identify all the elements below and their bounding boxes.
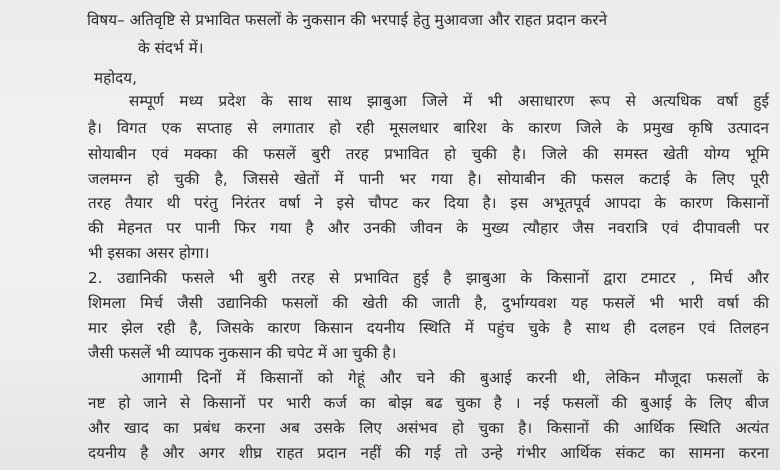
subject-line-continued: के संदर्भ में। bbox=[138, 39, 204, 57]
paragraph-1-line: जलमग्न हो चुकी है, जिससे खेतों में पानी भर गया है। सोयाबीन की फसल कटाई के लिए पूरी bbox=[88, 170, 769, 188]
paragraph-1-line: है। विगत एक सप्ताह से लगातार हो रही मूसलधार बारिश के कारण जिले के प्रमुख कृषि उत्पादन bbox=[88, 119, 769, 137]
paragraph-2-line: जैसी फसलें भी व्यापक नुकसान की चपेट में आ चुकी है। bbox=[88, 344, 397, 362]
paragraph-3-line: आगामी दिनों में किसानों को गेहूं और चने की बुआई करनी थी, लेकिन मौजूदा फसलों के bbox=[141, 369, 769, 387]
paragraph-1-line: तरह तैयार थी परंतु निरंतर वर्षा ने इसे चौपट कर दिया है। इस अभूतपूर्व आपदा के कारण किसानों bbox=[88, 194, 769, 212]
paragraph-2-line: 2. उद्यानिकी फसले भी बुरी तरह से प्रभावित हुई है झाबुआ के किसानों द्वारा टमाटर , मिर्च और bbox=[88, 269, 769, 287]
paragraph-1-line: की मेहनत पर पानी फिर गया है और उनकी जीवन के मुख्य त्यौहार जैस नवरात्रि एवं दीपावली पर bbox=[88, 219, 769, 237]
paragraph-3-line: और खाद का प्रबंध करना अब उसके लिए असंभव हो चुका है। किसानों की आर्थिक स्थिति अत्यंत bbox=[88, 419, 769, 437]
paragraph-1-line: सोयाबीन एवं मक्का की फसलें बुरी तरह प्रभावित हो चुकी है। जिले की समस्त खेती योग्य भूमि bbox=[88, 145, 769, 163]
salutation: महोदय, bbox=[94, 69, 138, 87]
subject-line: विषय– अतिवृष्टि से प्रभावित फसलों के नुकसान की भरपाई हेतु मुआवजा और राहत प्रदान करने bbox=[87, 11, 608, 29]
paragraph-3-line: दयनीय है और अगर शीघ्र राहत प्रदान नहीं की गई तो उन्हे गंभीर आर्थिक संकट का सामना करना bbox=[88, 444, 769, 462]
paragraph-1-line: सम्पूर्ण मध्य प्रदेश के साथ साथ झाबुआ जिले में भी असाधारण रूप से अत्यधिक वर्षा हुई bbox=[129, 92, 769, 110]
paragraph-3-line: नष्ट हो जाने से किसानों पर भारी कर्ज का बोझ बढ चुका है । नई फसलों की बुआई के लिए बीज bbox=[88, 394, 769, 412]
paragraph-2-line: मार झेल रही है, जिसके कारण किसान दयनीय स्थिति में पहुंच चुके है साथ ही दलहन एवं तिलहन bbox=[88, 319, 769, 337]
paragraph-2-line: शिमला मिर्च जैसी उद्यानिकी फसलों की खेती की जाती है, दुर्भाग्यवश यह फसलें भी भारी वर्षा की bbox=[88, 294, 769, 312]
paragraph-1-line: भी इसका असर होगा। bbox=[88, 244, 210, 262]
